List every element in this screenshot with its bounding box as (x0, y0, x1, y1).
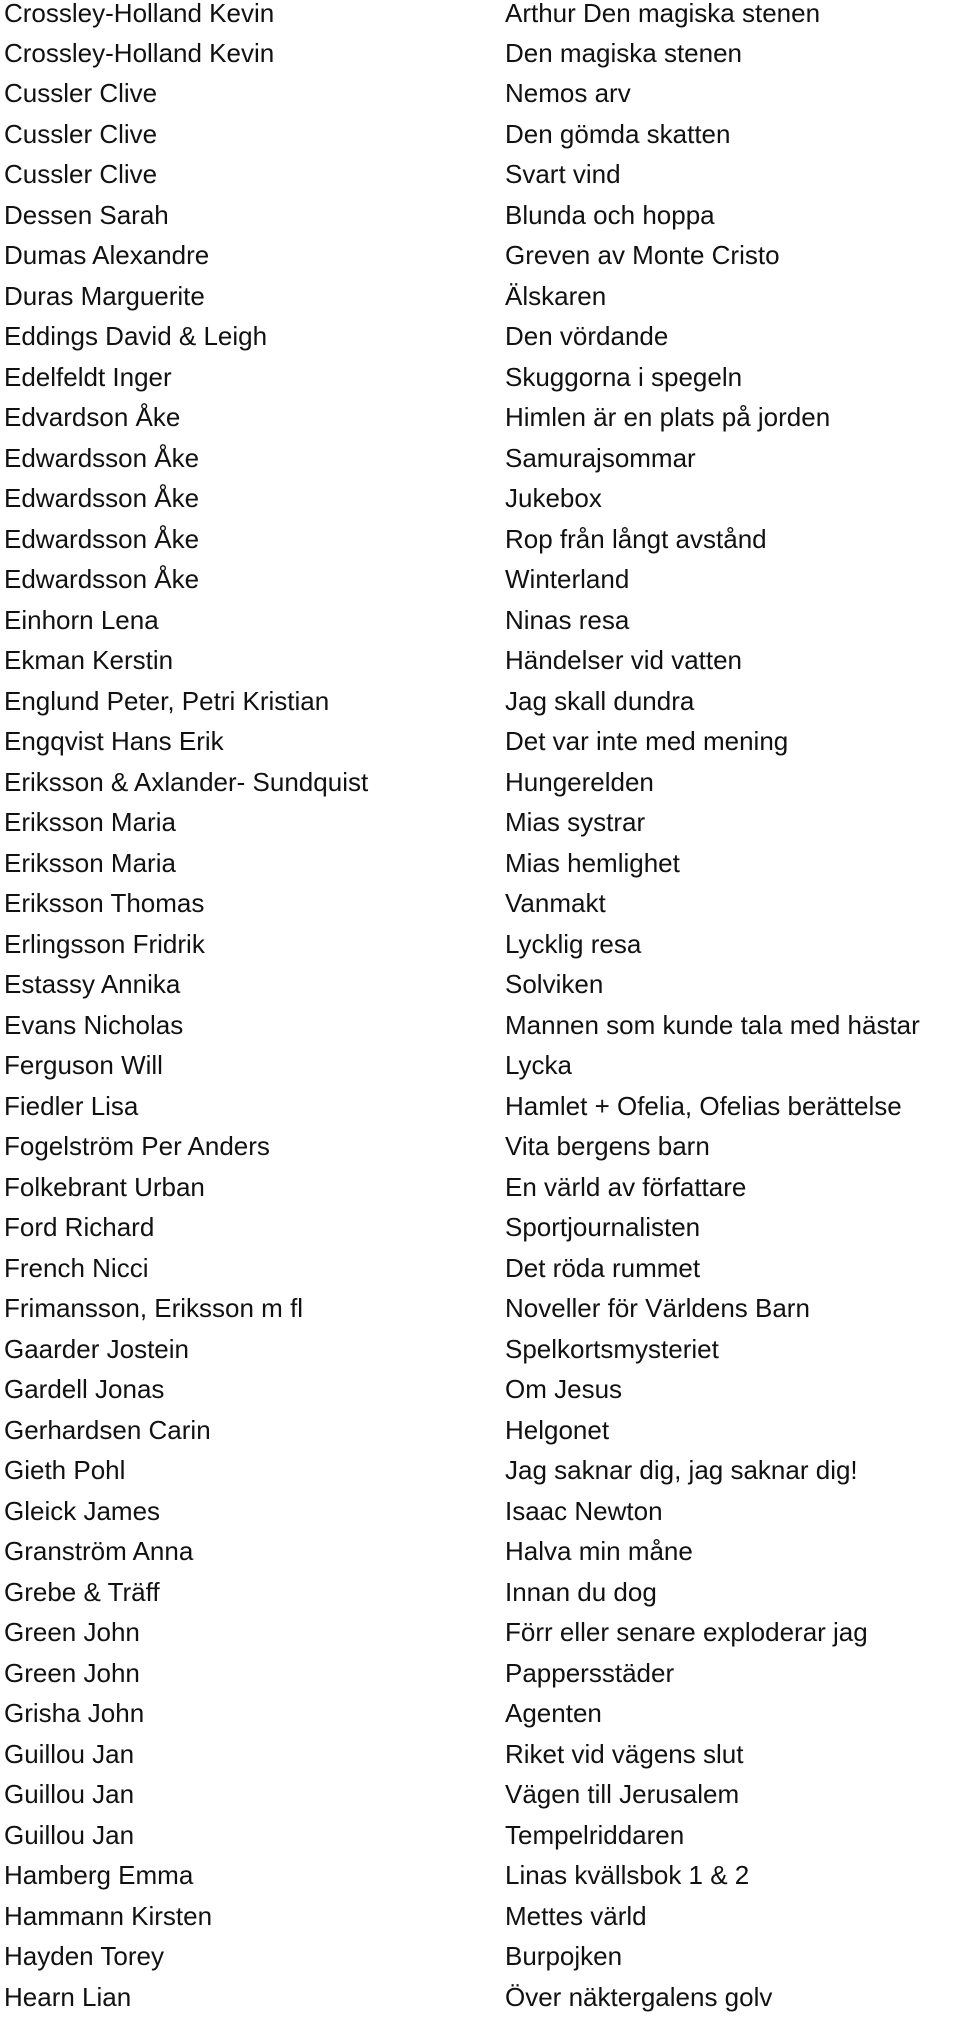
author-name: Hearn Lian (4, 1982, 132, 2012)
book-title: Lycka (505, 1050, 572, 1080)
book-title: Spelkortsmysteriet (505, 1334, 719, 1364)
book-title: Sportjournalisten (505, 1212, 701, 1242)
list-item (0, 1734, 960, 1774)
list-item (0, 721, 960, 761)
author-name: Gleick James (4, 1496, 161, 1526)
author-name: Hayden Torey (4, 1941, 164, 1971)
author-name: Cussler Clive (4, 78, 158, 108)
book-title: Om Jesus (505, 1374, 623, 1404)
author-name: Edwardsson Åke (4, 564, 200, 594)
list-item (0, 235, 960, 275)
list-item (0, 73, 960, 113)
book-title: Älskaren (505, 281, 607, 311)
list-item (0, 1450, 960, 1490)
book-title: Pappersstäder (505, 1658, 675, 1688)
book-title: Himlen är en plats på jorden (505, 402, 831, 432)
author-name: Guillou Jan (4, 1739, 135, 1769)
list-item (0, 883, 960, 923)
list-item (0, 640, 960, 680)
author-name: Ford Richard (4, 1212, 155, 1242)
book-title: Över näktergalens golv (505, 1982, 773, 2012)
list-item (0, 964, 960, 1004)
list-item (0, 843, 960, 883)
book-title: Blunda och hoppa (505, 200, 715, 230)
book-title: Mettes värld (505, 1901, 647, 1931)
author-name: Dumas Alexandre (4, 240, 210, 270)
book-title: Mias systrar (505, 807, 646, 837)
book-title: Arthur Den magiska stenen (505, 0, 821, 28)
book-title: Svart vind (505, 159, 621, 189)
author-name: Edvardson Åke (4, 402, 181, 432)
author-name: French Nicci (4, 1253, 149, 1283)
list-item (0, 1936, 960, 1976)
author-name: Cussler Clive (4, 119, 158, 149)
book-title: Det röda rummet (505, 1253, 701, 1283)
author-name: Erlingsson Fridrik (4, 929, 205, 959)
author-name: Green John (4, 1658, 140, 1688)
author-name: Crossley-Holland Kevin (4, 38, 275, 68)
author-name: Granström Anna (4, 1536, 194, 1566)
list-item (0, 276, 960, 316)
list-item (0, 1653, 960, 1693)
author-name: Grebe & Träff (4, 1577, 160, 1607)
book-title: Samurajsommar (505, 443, 696, 473)
author-name: Gardell Jonas (4, 1374, 165, 1404)
author-name: Einhorn Lena (4, 605, 159, 635)
list-item (0, 1977, 960, 2017)
list-item (0, 559, 960, 599)
list-item (0, 1491, 960, 1531)
book-title: Tempelriddaren (505, 1820, 685, 1850)
list-item (0, 33, 960, 73)
book-title: Vägen till Jerusalem (505, 1779, 740, 1809)
author-name: Dessen Sarah (4, 200, 169, 230)
author-name: Eddings David & Leigh (4, 321, 268, 351)
author-name: Engqvist Hans Erik (4, 726, 224, 756)
book-title: Burpojken (505, 1941, 623, 1971)
author-name: Gerhardsen Carin (4, 1415, 211, 1445)
book-title: Nemos arv (505, 78, 631, 108)
author-name: Eriksson Maria (4, 848, 176, 878)
list-item (0, 316, 960, 356)
list-item (0, 1774, 960, 1814)
book-title: Jukebox (505, 483, 602, 513)
book-title: En värld av författare (505, 1172, 747, 1202)
list-item (0, 519, 960, 559)
author-name: Crossley-Holland Kevin (4, 0, 275, 28)
book-title: Lycklig resa (505, 929, 642, 959)
book-title: Helgonet (505, 1415, 610, 1445)
book-title: Händelser vid vatten (505, 645, 743, 675)
list-item (0, 1855, 960, 1895)
list-item (0, 1005, 960, 1045)
author-name: Eriksson Maria (4, 807, 176, 837)
list-item (0, 1896, 960, 1936)
author-name: Ferguson Will (4, 1050, 163, 1080)
author-name: Edelfeldt Inger (4, 362, 172, 392)
author-name: Gieth Pohl (4, 1455, 126, 1485)
book-title: Skuggorna i spegeln (505, 362, 743, 392)
list-item (0, 1207, 960, 1247)
list-item (0, 1410, 960, 1450)
list-item (0, 762, 960, 802)
list-item (0, 802, 960, 842)
book-title: Agenten (505, 1698, 602, 1728)
author-name: Eriksson & Axlander- Sundquist (4, 767, 369, 797)
list-item (0, 600, 960, 640)
list-item (0, 1572, 960, 1612)
author-name: Duras Marguerite (4, 281, 205, 311)
author-name: Guillou Jan (4, 1820, 135, 1850)
book-title: Mannen som kunde tala med hästar (505, 1010, 920, 1040)
book-title: Den vördande (505, 321, 669, 351)
list-item (0, 1612, 960, 1652)
book-title: Vita bergens barn (505, 1131, 710, 1161)
book-title: Mias hemlighet (505, 848, 680, 878)
book-title: Jag skall dundra (505, 686, 695, 716)
author-name: Fogelström Per Anders (4, 1131, 270, 1161)
author-name: Ekman Kerstin (4, 645, 174, 675)
author-name: Folkebrant Urban (4, 1172, 205, 1202)
author-name: Frimansson, Eriksson m fl (4, 1293, 304, 1323)
list-item (0, 438, 960, 478)
list-item (0, 1369, 960, 1409)
author-name: Gaarder Jostein (4, 1334, 189, 1364)
list-item (0, 154, 960, 194)
book-title: Solviken (505, 969, 604, 999)
list-item (0, 0, 960, 33)
list-item (0, 924, 960, 964)
book-title: Ninas resa (505, 605, 630, 635)
author-name: Estassy Annika (4, 969, 181, 999)
list-item (0, 1126, 960, 1166)
author-name: Guillou Jan (4, 1779, 135, 1809)
list-item (0, 681, 960, 721)
author-name: Cussler Clive (4, 159, 158, 189)
list-item (0, 357, 960, 397)
book-title: Hungerelden (505, 767, 654, 797)
book-title: Hamlet + Ofelia, Ofelias berättelse (505, 1091, 902, 1121)
list-item (0, 1693, 960, 1733)
author-name: Edwardsson Åke (4, 483, 200, 513)
book-title: Innan du dog (505, 1577, 657, 1607)
book-title: Greven av Monte Cristo (505, 240, 780, 270)
book-title: Noveller för Världens Barn (505, 1293, 810, 1323)
book-title: Linas kvällsbok 1 & 2 (505, 1860, 750, 1890)
book-title: Rop från långt avstånd (505, 524, 767, 554)
list-item (0, 195, 960, 235)
author-name: Green John (4, 1617, 140, 1647)
list-item (0, 397, 960, 437)
author-name: Eriksson Thomas (4, 888, 205, 918)
list-item (0, 1167, 960, 1207)
list-item (0, 1815, 960, 1855)
book-title: Jag saknar dig, jag saknar dig! (505, 1455, 858, 1485)
author-name: Hamberg Emma (4, 1860, 194, 1890)
book-title: Riket vid vägens slut (505, 1739, 744, 1769)
author-name: Hammann Kirsten (4, 1901, 213, 1931)
author-name: Evans Nicholas (4, 1010, 184, 1040)
book-title: Den gömda skatten (505, 119, 731, 149)
book-title: Vanmakt (505, 888, 606, 918)
list-item (0, 1288, 960, 1328)
author-name: Edwardsson Åke (4, 524, 200, 554)
book-title: Den magiska stenen (505, 38, 743, 68)
book-title: Det var inte med mening (505, 726, 789, 756)
list-item (0, 1531, 960, 1571)
author-name: Fiedler Lisa (4, 1091, 139, 1121)
book-title: Winterland (505, 564, 630, 594)
book-title: Isaac Newton (505, 1496, 663, 1526)
list-item (0, 1045, 960, 1085)
list-item (0, 478, 960, 518)
author-name: Edwardsson Åke (4, 443, 200, 473)
list-item (0, 1248, 960, 1288)
author-name: Englund Peter, Petri Kristian (4, 686, 330, 716)
list-item (0, 1329, 960, 1369)
author-name: Grisha John (4, 1698, 145, 1728)
book-title: Halva min måne (505, 1536, 693, 1566)
book-title: Förr eller senare exploderar jag (505, 1617, 868, 1647)
list-item (0, 114, 960, 154)
list-item (0, 1086, 960, 1126)
